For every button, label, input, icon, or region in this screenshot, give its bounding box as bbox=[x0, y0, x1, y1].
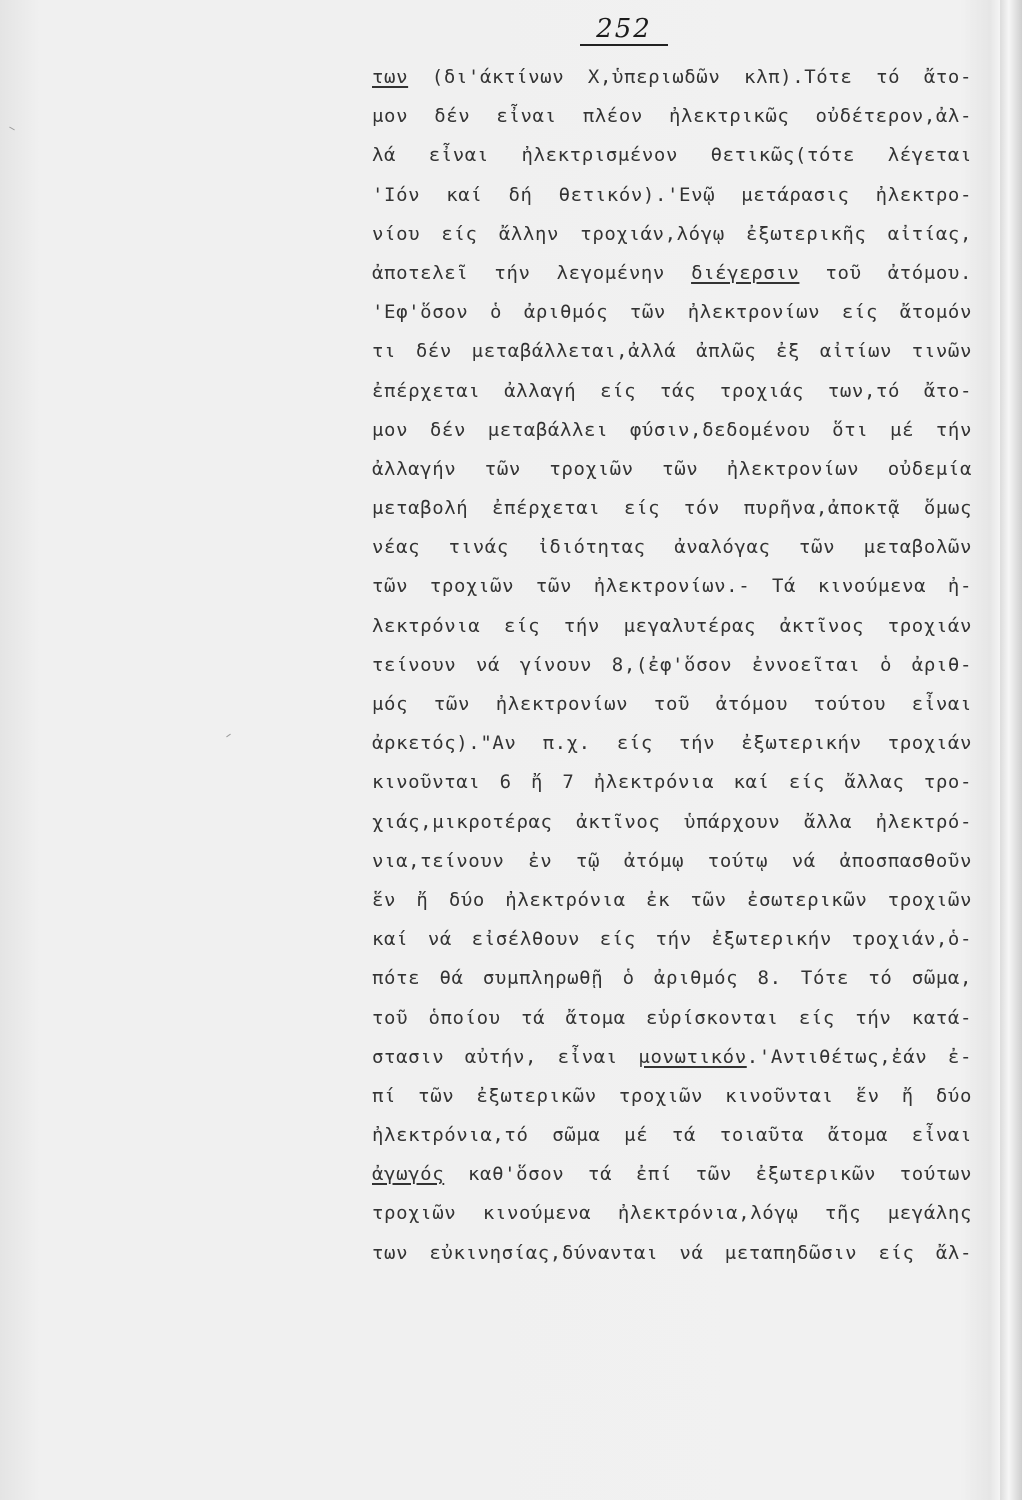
text-line bbox=[372, 293, 972, 332]
text-segment: τῶν τροχιῶν τῶν ἠλεκτρονίων.- Τά κινούμενα ἠ- bbox=[372, 575, 972, 598]
text-segment: νια,τείνουν ἐν τῷ ἀτόμῳ τούτῳ νά ἀποσπασθοῦν bbox=[372, 849, 972, 872]
text-segment: λεκτρόνια είς τήν μεγαλυτέρας ἀκτῖνος τροχιάν bbox=[372, 614, 972, 637]
text-segment: καθ'ὅσον τά ἐπί τῶν ἐξωτερικῶν τούτων bbox=[444, 1163, 972, 1186]
text-line bbox=[372, 881, 972, 920]
underlined-term: διέγερσιν bbox=[691, 261, 800, 284]
underlined-term: μονωτικόν bbox=[638, 1045, 747, 1068]
text-line bbox=[372, 1077, 972, 1116]
text-line bbox=[372, 1116, 972, 1155]
margin-tick-mark bbox=[226, 734, 231, 738]
text-segment: νέας τινάς ἰδιότητας ἀναλόγας τῶν μεταβολῶν bbox=[372, 536, 972, 559]
text-line bbox=[372, 959, 972, 998]
text-segment: πότε θά συμπληρωθῇ ὁ ἀριθμός 8. Τότε τό σῶμα, bbox=[372, 967, 972, 990]
text-segment: χιάς,μικροτέρας ἀκτῖνος ὑπάρχουν ἄλλα ἠλεκτρό- bbox=[372, 810, 972, 833]
text-segment: 'Ιόν καί δή θετικόν).'Ενῷ μετάρασις ἠλεκτρο- bbox=[372, 183, 972, 206]
text-line bbox=[372, 411, 972, 450]
text-segment: των εὐκινησίας,δύνανται νά μεταπηδῶσιν είς ἄλ- bbox=[372, 1241, 972, 1264]
text-segment: ἐπέρχεται ἀλλαγή είς τάς τροχιάς των,τό ἄτο- bbox=[372, 379, 972, 402]
text-line bbox=[372, 58, 972, 97]
text-line bbox=[372, 1234, 972, 1273]
text-line bbox=[372, 1038, 972, 1077]
text-line bbox=[372, 607, 972, 646]
text-segment: ἕν ἤ δύο ἠλεκτρόνια ἐκ τῶν ἐσωτερικῶν τροχιῶν bbox=[372, 888, 972, 911]
text-line bbox=[372, 450, 972, 489]
text-line bbox=[372, 489, 972, 528]
text-segment: μον δέν μεταβάλλει φύσιν,δεδομένου ὅτι μέ τήν bbox=[372, 418, 972, 441]
text-line bbox=[372, 332, 972, 371]
page-edge-shadow bbox=[1000, 0, 1022, 1500]
text-line bbox=[372, 1194, 972, 1233]
text-line bbox=[372, 136, 972, 175]
text-segment: τοῦ ὁποίου τά ἄτομα εὑρίσκονται είς τήν κατά- bbox=[372, 1006, 972, 1029]
text-line bbox=[372, 176, 972, 215]
text-line bbox=[372, 920, 972, 959]
text-segment: .'Αντιθέτως,ἐάν ἐ- bbox=[746, 1045, 972, 1068]
text-line bbox=[372, 215, 972, 254]
text-line bbox=[372, 763, 972, 802]
text-line bbox=[372, 724, 972, 763]
text-line bbox=[372, 97, 972, 136]
text-segment: πί τῶν ἐξωτερικῶν τροχιῶν κινοῦνται ἕν ἤ δύο bbox=[372, 1084, 972, 1107]
underlined-term: ἀγωγός bbox=[372, 1163, 445, 1186]
text-segment: 'Εφ'ὅσον ὁ ἀριθμός τῶν ἠλεκτρονίων είς ἄτομόν bbox=[372, 301, 972, 324]
text-segment: τι δέν μεταβάλλεται,ἀλλά ἀπλῶς ἐξ αἰτίων τινῶν bbox=[372, 340, 972, 363]
text-line bbox=[372, 803, 972, 842]
page-number: 252 bbox=[580, 14, 668, 46]
text-line bbox=[372, 528, 972, 567]
text-segment: ἠλεκτρόνια,τό σῶμα μέ τά τοιαῦτα ἄτομα εἶναι bbox=[372, 1124, 972, 1147]
text-segment: κινοῦνται 6 ἤ 7 ἠλεκτρόνια καί είς ἄλλας τρο- bbox=[372, 771, 972, 794]
text-segment: τροχιῶν κινούμενα ἠλεκτρόνια,λόγῳ τῆς μεγάλης bbox=[372, 1202, 972, 1225]
text-segment: στασιν αὐτήν, εἶναι bbox=[372, 1045, 639, 1068]
text-segment: τοῦ ἀτόμου. bbox=[799, 261, 972, 284]
text-line bbox=[372, 254, 972, 293]
text-line bbox=[372, 372, 972, 411]
text-segment: καί νά εἰσέλθουν είς τήν ἐξωτερικήν τροχιάν,ὁ- bbox=[372, 928, 972, 951]
text-line bbox=[372, 567, 972, 606]
text-segment: ἀρκετός)."Αν π.χ. είς τήν ἐξωτερικήν τροχιάν bbox=[372, 732, 972, 755]
margin-tick-mark bbox=[9, 127, 15, 131]
text-segment: ἀποτελεῖ τήν λεγομένην bbox=[372, 261, 692, 284]
text-segment: μεταβολή ἐπέρχεται είς τόν πυρῆνα,ἀποκτᾷ ὅμως bbox=[372, 497, 972, 520]
text-segment: νίου είς ἄλλην τροχιάν,λόγῳ ἐξωτερικῆς αἰτίας, bbox=[372, 222, 972, 245]
text-segment: ἀλλαγήν τῶν τροχιῶν τῶν ἠλεκτρονίων οὐδεμία bbox=[372, 457, 972, 480]
text-segment: τείνουν νά γίνουν 8,(ἐφ'ὅσον ἐννοεῖται ὁ ἀριθ- bbox=[372, 653, 972, 676]
text-segment: (δι'άκτίνων Χ,ὑπεριωδῶν κλπ).Τότε τό ἄτο- bbox=[408, 66, 972, 88]
text-line bbox=[372, 685, 972, 724]
typewritten-text-block bbox=[372, 58, 972, 1273]
text-segment: λά εἶναι ἠλεκτρισμένον θετικῶς(τότε λέγεται bbox=[372, 144, 972, 167]
text-segment: μός τῶν ἠλεκτρονίων τοῦ ἀτόμου τούτου εἶναι bbox=[372, 693, 972, 715]
text-line bbox=[372, 842, 972, 881]
text-line bbox=[372, 646, 972, 685]
text-segment: μον δέν εἶναι πλέον ἠλεκτρικῶς οὐδέτερον,ἀλ- bbox=[372, 105, 972, 128]
text-line bbox=[372, 1155, 972, 1194]
underlined-term: των bbox=[372, 66, 409, 88]
text-line bbox=[372, 999, 972, 1038]
